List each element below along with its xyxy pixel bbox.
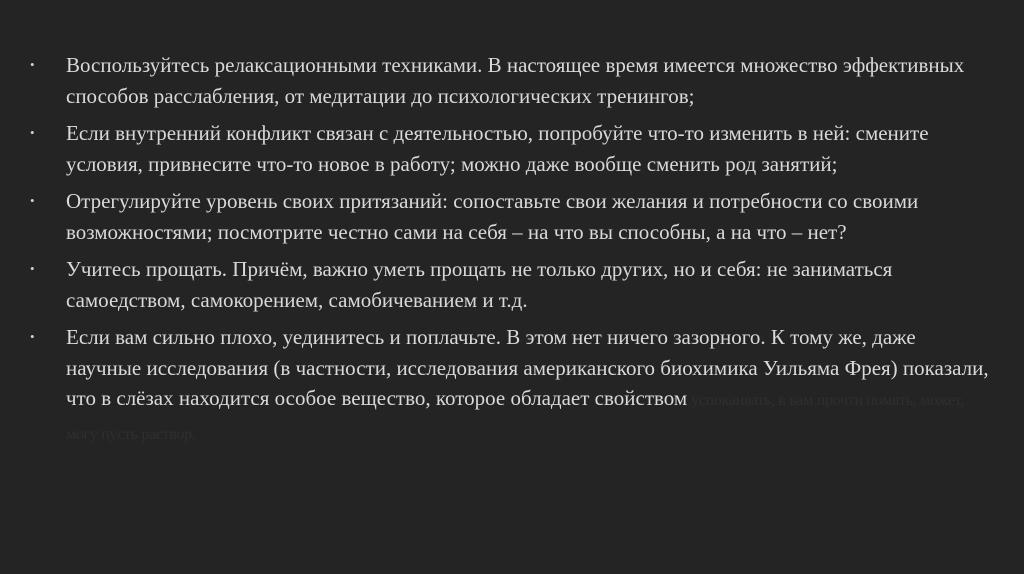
list-item-text: Отрегулируйте уровень своих притязаний: сопоставьте свои желания и потребности со своими возможностями; посмотрите честно сами на себя – на что вы способны, а на что – нет? bbox=[66, 189, 919, 244]
list-item bbox=[30, 322, 990, 450]
list-item bbox=[30, 50, 990, 111]
list-item bbox=[30, 118, 990, 179]
list-item bbox=[30, 254, 990, 315]
bullet-icon: • bbox=[30, 57, 35, 72]
list-item-text: Воспользуйтесь релаксационными техниками. В настоящее время имеется множество эффективных способов расслабления, от медитации до психологических тренингов; bbox=[66, 53, 965, 108]
list-item-text: Если внутренний конфликт связан с деятельностью, попробуйте что-то изменить в ней: смените условия, привнесите что-то новое в работу; можно даже вообще сменить род занятий; bbox=[66, 121, 929, 176]
bullet-list bbox=[30, 50, 990, 457]
list-item bbox=[30, 186, 990, 247]
bullet-icon: • bbox=[30, 193, 35, 208]
bullet-icon: • bbox=[30, 125, 35, 140]
faded-text: успокаивать, в вам прочти помять, может, могу пусть раствор. bbox=[66, 392, 964, 443]
bullet-icon: • bbox=[30, 261, 35, 276]
list-item-text: Учитесь прощать. Причём, важно уметь прощать не только других, но и себя: не заниматься самоедством, самокорением, самобичеванием и т.д. bbox=[66, 257, 893, 312]
bullet-icon: • bbox=[30, 329, 35, 344]
list-item-text: Если вам сильно плохо, уединитесь и поплачьте. В этом нет ничего зазорного. К тому же, даже научные исследования (в частности, исследования американского биохимика Уильяма Фрея) показали, что в слёзах находится особое вещество, которое обладает свойством bbox=[66, 325, 989, 410]
